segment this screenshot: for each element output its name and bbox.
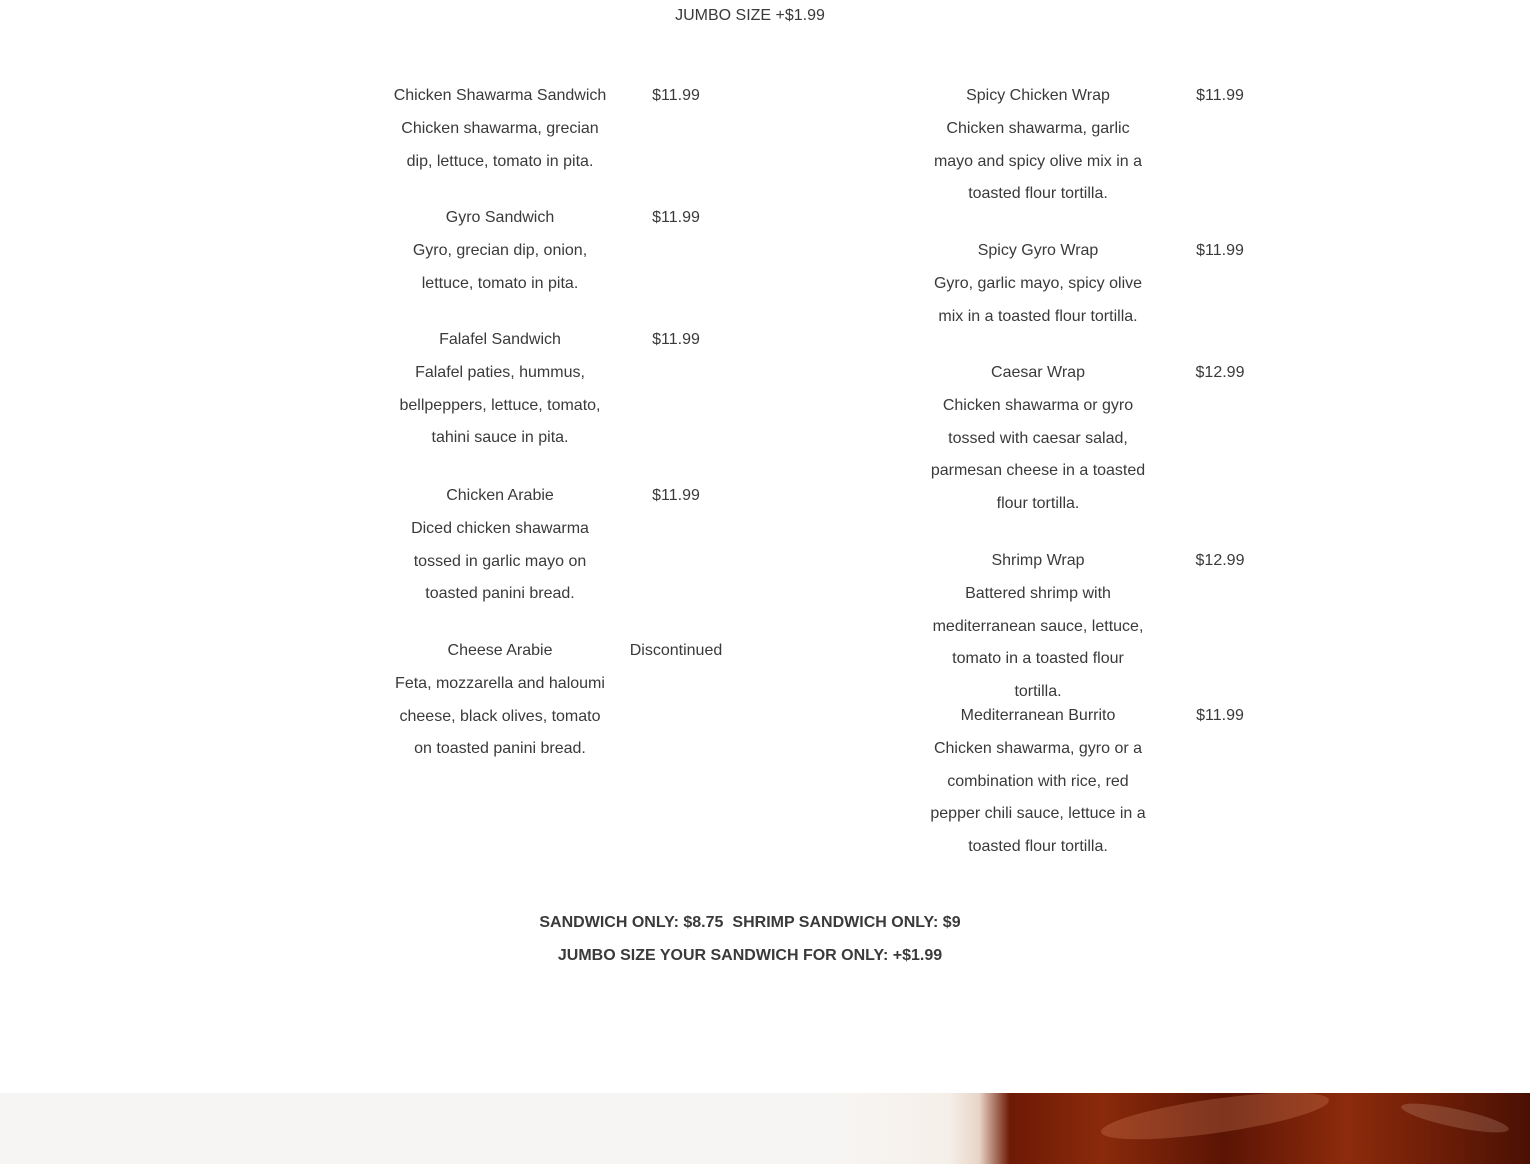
item-price: $11.99 bbox=[1196, 87, 1244, 104]
item-description: Feta, mozzarella and haloumi cheese, black olives, tomato on toasted panini bread. bbox=[395, 674, 605, 758]
item-name: Gyro Sandwich bbox=[445, 209, 555, 226]
item-description: Falafel paties, hummus, bellpeppers, lettuce, tomato, tahini sauce in pita. bbox=[399, 363, 601, 447]
menu-item bbox=[928, 357, 1288, 545]
item-name: Spicy Chicken Wrap bbox=[966, 87, 1110, 104]
item-name: Spicy Gyro Wrap bbox=[977, 242, 1099, 259]
item-price: $11.99 bbox=[652, 209, 700, 226]
item-price: $12.99 bbox=[1195, 552, 1245, 569]
jumbo-size-note: JUMBO SIZE +$1.99 bbox=[675, 7, 825, 24]
item-price: Discontinued bbox=[629, 642, 723, 659]
sandwich-only-price: SANDWICH ONLY: $8.75 bbox=[539, 914, 724, 931]
menu-item bbox=[928, 80, 1288, 235]
item-price: $11.99 bbox=[652, 487, 700, 504]
bottom-banner-image bbox=[0, 1093, 1530, 1164]
item-price: $11.99 bbox=[1196, 707, 1244, 724]
item-name: Cheese Arabie bbox=[447, 642, 553, 659]
item-description: Diced chicken shawarma tossed in garlic mayo on toasted panini bread. bbox=[411, 519, 589, 603]
item-price: $11.99 bbox=[1196, 242, 1244, 259]
menu-item bbox=[928, 235, 1288, 357]
item-description: Gyro, garlic mayo, spicy olive mix in a toasted flour tortilla. bbox=[933, 274, 1143, 325]
item-name: Mediterranean Burrito bbox=[960, 707, 1116, 724]
item-description: Chicken shawarma or gyro tossed with caesar salad, parmesan cheese in a toasted flour tortilla. bbox=[930, 396, 1146, 513]
menu-item bbox=[390, 635, 750, 775]
item-description: Chicken shawarma, gyro or a combination with rice, red pepper chili sauce, lettuce in a toasted flour tortilla. bbox=[930, 739, 1146, 856]
banner-highlight bbox=[1099, 1093, 1331, 1149]
item-price: $12.99 bbox=[1195, 364, 1245, 381]
menu-item bbox=[390, 80, 750, 202]
banner-highlight bbox=[1399, 1098, 1510, 1138]
menu-item bbox=[928, 545, 1288, 700]
item-description: Chicken shawarma, grecian dip, lettuce, tomato in pita. bbox=[401, 119, 599, 170]
menu-item bbox=[390, 480, 750, 635]
item-description: Gyro, grecian dip, onion, lettuce, tomato in pita. bbox=[412, 241, 588, 292]
item-price: $11.99 bbox=[652, 87, 700, 104]
sandwich-only-line bbox=[0, 906, 1500, 939]
item-name: Falafel Sandwich bbox=[439, 331, 561, 348]
menu-item bbox=[928, 700, 1288, 870]
item-price: $11.99 bbox=[652, 331, 700, 348]
item-name: Caesar Wrap bbox=[991, 364, 1085, 381]
item-description: Battered shrimp with mediterranean sauce, lettuce, tomato in a toasted flour tortilla. bbox=[932, 584, 1144, 701]
menu-item bbox=[390, 324, 750, 480]
menu-item bbox=[390, 202, 750, 324]
menu-left-column bbox=[390, 80, 750, 775]
item-name: Shrimp Wrap bbox=[991, 552, 1085, 569]
jumbo-size-offer: JUMBO SIZE YOUR SANDWICH FOR ONLY: +$1.99 bbox=[557, 947, 943, 964]
footer-notes bbox=[0, 906, 1500, 972]
menu-right-column bbox=[928, 80, 1288, 870]
item-name: Chicken Shawarma Sandwich bbox=[393, 87, 607, 104]
item-description: Chicken shawarma, garlic mayo and spicy olive mix in a toasted flour tortilla. bbox=[933, 119, 1143, 203]
shrimp-sandwich-only-price: SHRIMP SANDWICH ONLY: $9 bbox=[732, 914, 961, 931]
item-name: Chicken Arabie bbox=[446, 487, 554, 504]
